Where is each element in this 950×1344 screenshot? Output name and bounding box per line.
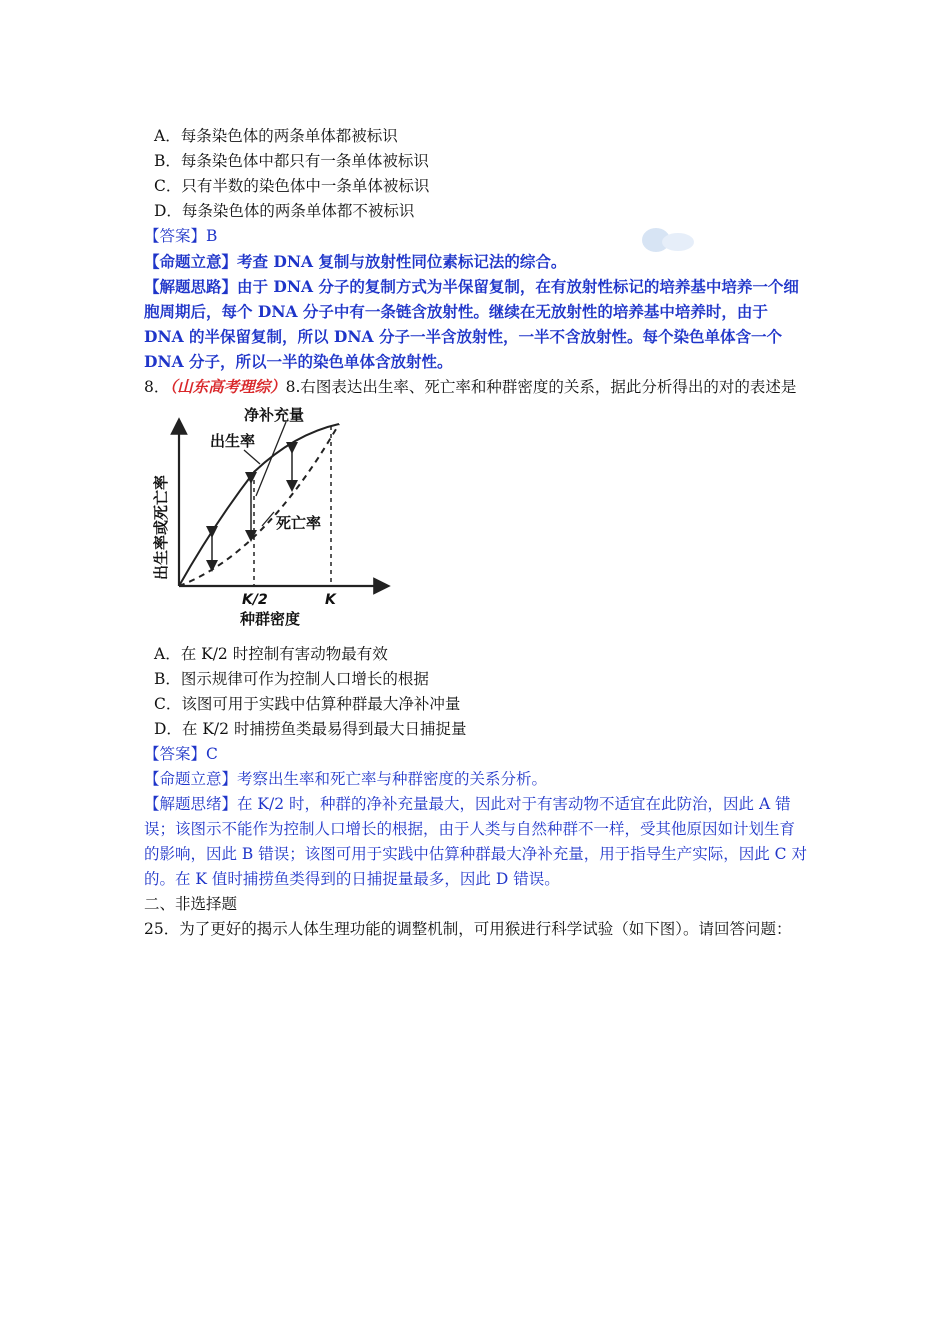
label-death: 死亡率 [276, 514, 322, 532]
q7-option-d: D．每条染色体的两条单体都不被标识 [154, 202, 415, 220]
q7-option-a: A．每条染色体的两条单体都被标识 [154, 127, 398, 145]
x-axis-label: 种群密度 [240, 610, 301, 628]
death-rate-curve [179, 424, 339, 586]
tick-k2: K/2 [242, 592, 268, 608]
q7-answer: 【答案】B [144, 227, 218, 245]
net-leader [256, 422, 286, 496]
label-birth: 出生率 [210, 432, 256, 450]
q8-analysis: 【解题思绪】在 K/2 时，种群的净补充量最大，因此对于有害动物不适宜在此防治，因此 A 错误；该图示不能作为控制人口增长的根据，由于人类与自然种群不一样，受其他原因如计划生育的影响，因此 B 错误；该图可用于实践中估算种群最大净补充量，用于指导生产实际，因此 C 对的。在 K 值时捕捞鱼类得到的日捕捉量最多，因此 D 错误。 [144, 795, 807, 888]
q7-option-c: C．只有半数的染色体中一条单体被标识 [154, 177, 430, 195]
q8-answer: 【答案】C [144, 745, 218, 763]
q8-stem-block [144, 374, 814, 400]
q8-number: 8． [144, 378, 170, 396]
q8-source: （山东高考理综） [169, 377, 286, 396]
q8-stem: 8.右图表达出生率、死亡率和种群密度的关系，据此分析得出的对的表述是 [285, 378, 797, 396]
section-heading: 二、非选择题 [144, 895, 238, 913]
document-page [144, 124, 814, 942]
tick-k: K [325, 592, 336, 608]
q8-option-c: C．该图可用于实践中估算种群最大净补冲量 [154, 695, 461, 713]
birth-death-density-figure [144, 404, 394, 634]
label-net: 净补充量 [244, 406, 305, 424]
q25-stem: 25．为了更好的揭示人体生理功能的调整机制，可用猴进行科学试验（如下图）。请回答问题： [144, 920, 792, 938]
q8-option-b: B．图示规律可作为控制人口增长的根据 [154, 670, 429, 688]
q8-option-d: D．在 K/2 时捕捞鱼类最易得到最大日捕捉量 [154, 720, 467, 738]
birth-leader [244, 450, 260, 464]
q8-option-a: A．在 K/2 时控制有害动物最有效 [154, 645, 388, 663]
q7-analysis: 【解题思路】由于 DNA 分子的复制方式为半保留复制，在有放射性标记的培养基中培养一个细胞周期后，每个 DNA 分子中有一条链含放射性。继续在无放射性的培养基中培养时，由于 DNA 的半保留复制，所以 DNA 分子一半含放射性，一半不含放射性。每个染色单体含一个 DNA 分子，所以一半的染色单体含放射性。 [144, 277, 799, 371]
watermark-logo [636, 222, 696, 258]
q7-intent: 【命题立意】考查 DNA 复制与放射性同位素标记法的综合。 [144, 252, 567, 271]
q7-option-b: B．每条染色体中都只有一条单体被标识 [154, 152, 429, 170]
birth-rate-curve [179, 424, 339, 586]
y-axis-label: 出生率或死亡率 [152, 474, 170, 580]
q8-intent: 【命题立意】考察出生率和死亡率与种群密度的关系分析。 [144, 770, 548, 788]
